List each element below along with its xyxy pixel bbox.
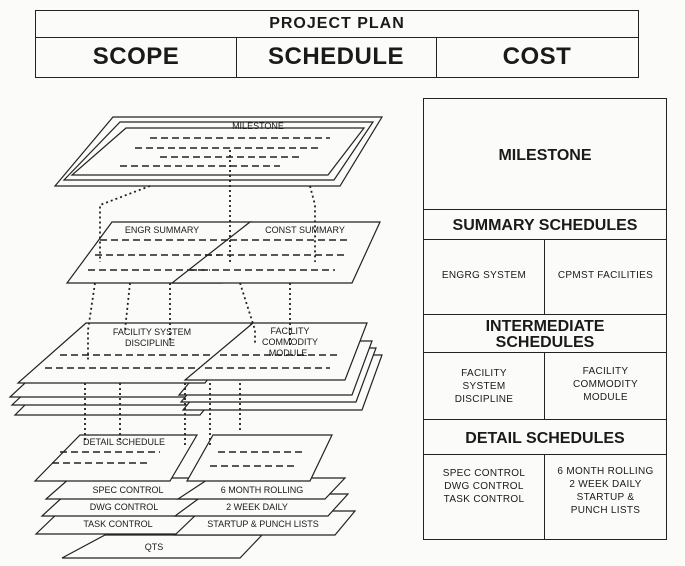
- divider: [424, 209, 666, 210]
- diagram-facility-label: FACILITY: [270, 326, 310, 336]
- diagram-module-label: MODULE: [268, 348, 308, 358]
- diagram-facility-system-label: FACILITY SYSTEM: [112, 327, 192, 337]
- divider: [424, 352, 666, 353]
- plan-cost: COST: [502, 43, 572, 70]
- diagram-six-month-label: 6 MONTH ROLLING: [220, 485, 304, 495]
- diagram-commodity-label: COMMODITY: [262, 337, 318, 347]
- diagram-engr-summary-label: ENGR SUMMARY: [124, 225, 200, 235]
- diagram-spec-control-label: SPEC CONTROL: [92, 485, 164, 495]
- diagram-discipline-label: DISCIPLINE: [124, 338, 176, 348]
- legend-summary-heading: SUMMARY SCHEDULES: [452, 217, 638, 234]
- plan-schedule: SCHEDULE: [236, 37, 437, 77]
- divider: [424, 239, 666, 240]
- diagram-two-week-label: 2 WEEK DAILY: [226, 502, 288, 512]
- plan-scope: SCOPE: [36, 37, 237, 77]
- diagram-startup-punch-label: STARTUP & PUNCH LISTS: [207, 519, 319, 529]
- legend-intermediate-left: FACILITY SYSTEM DISCIPLINE: [454, 368, 514, 405]
- legend-detail-heading: DETAIL SCHEDULES: [465, 430, 625, 447]
- legend-detail-left: SPEC CONTROL DWG CONTROL TASK CONTROL: [442, 468, 526, 505]
- divider: [424, 454, 666, 455]
- diagram-qts-label: QTS: [144, 542, 164, 552]
- schedule-levels-box: [423, 98, 667, 540]
- legend-intermediate-heading-2: SCHEDULES: [495, 334, 595, 351]
- legend-summary-left: ENGRG SYSTEM: [441, 270, 527, 281]
- legend-milestone: MILESTONE: [498, 147, 592, 164]
- diagram-task-control-label: TASK CONTROL: [83, 519, 153, 529]
- diagram-detail-schedule-label: DETAIL SCHEDULE: [82, 437, 166, 447]
- legend-summary-right: CPMST FACILITIES: [557, 270, 654, 281]
- legend-intermediate-heading-1: INTERMEDIATE: [485, 318, 605, 335]
- project-plan-title: PROJECT PLAN: [36, 11, 638, 38]
- diagram-milestone-label: MILESTONE: [232, 121, 284, 131]
- divider: [424, 314, 666, 315]
- schedule-bars: [45, 138, 350, 466]
- divider: [424, 419, 666, 420]
- legend-intermediate-right: FACILITY COMMODITY MODULE: [573, 366, 638, 403]
- legend-detail-right: 6 MONTH ROLLING 2 WEEK DAILY STARTUP & PUNCH LISTS: [557, 466, 654, 516]
- milestone-sheet: [55, 117, 382, 186]
- diagram-dwg-control-label: DWG CONTROL: [89, 502, 159, 512]
- diagram-const-summary-label: CONST SUMMARY: [265, 225, 345, 235]
- detail-right-sheet: [187, 435, 332, 481]
